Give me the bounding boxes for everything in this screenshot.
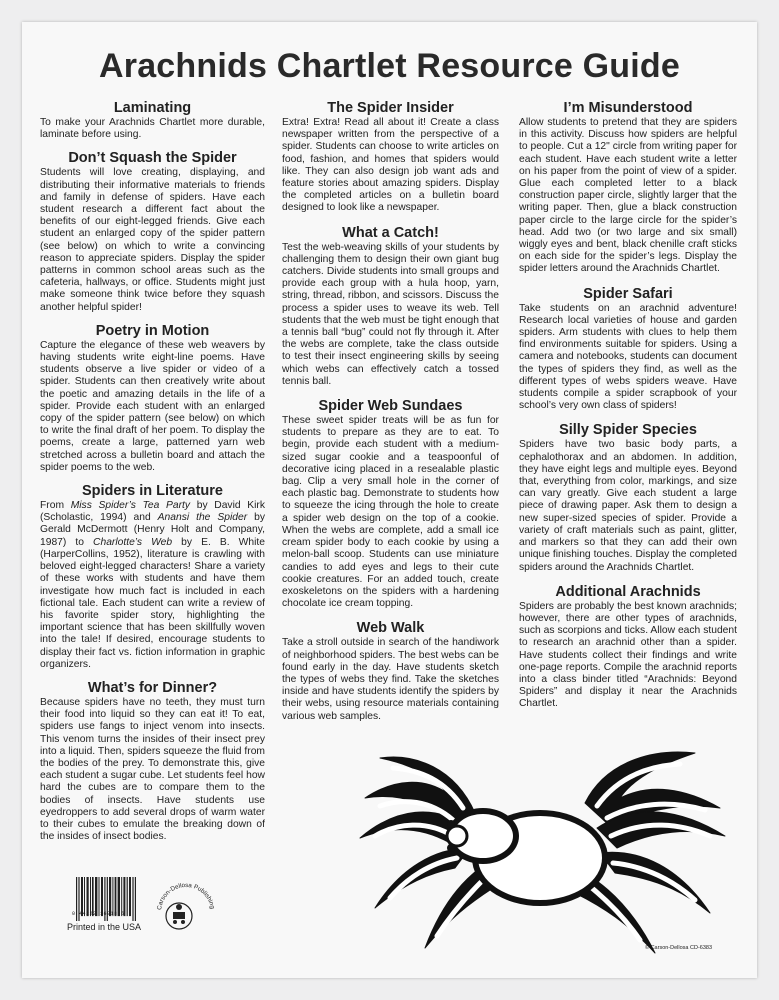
barcode-number: 0 44222 16018 6 <box>72 911 125 917</box>
section-body: To make your Arachnids Chartlet more durable, laminate before using. <box>40 117 265 141</box>
section-body: Spiders are probably the best known arachnids; however, there are other types of arachnids, such as scorpions and ticks. Allow each student to research an arachnid other than a spider. Have students collect their findings and write one-page reports. Compile the arachnid reports into a class binder titled “Arachnids: Beyond Spiders” and display it near the Arachnids Chartlet. <box>519 600 737 710</box>
section-dont-squash <box>40 150 265 313</box>
section-heading: What a Catch! <box>342 224 439 241</box>
section-body: Take students on an arachnid adventure! Research local varieties of house and garden spiders. Arm students with clues to help them find environments suitable for spiders. Using a camera and notebooks, students can document the types of spiders they find, as well as the different types of webs spiders weave. Have students compile a spider scrapbook of your school’s very own class of spiders! <box>519 302 737 412</box>
book-title: Anansi the Spider <box>157 512 248 524</box>
book-title: Miss Spider’s Tea Party <box>70 500 191 512</box>
section-heading: Laminating <box>113 100 192 116</box>
section-body: Spiders have two basic body parts, a cephalothorax and an abdomen. In addition, they have eight legs and multiple eyes. Beyond that, everything from color, markings, and size can vary greatly. Give each student a large piece of drawing paper. Ask them to design a new super-sized species of spider. Provide a variety of craft materials such as paint, glitter, and markers so that they can add their own unique finishing touches. Display the completed spiders around the Arachnids Chartlet. <box>519 439 737 573</box>
section-heading: Additional Arachnids <box>555 583 701 600</box>
section-poetry <box>40 323 265 474</box>
section-spider-insider <box>282 100 499 215</box>
section-body: Allow students to pretend that they are spiders in this activity. Discuss how spiders are helpful to people. Cut a 12" circle from writing paper for each student. Have each student write a letter on his paper from the point of view of a spider. Glue each completed letter to a black construction paper circle, slightly larger that the writing paper. Then, glue a black construction paper circle to the large circle for the spider’s head. Add two (or two large and six small) wiggly eyes and bent, black chenille craft sticks on each side for the spider’s legs. Display the spider letters around the Arachnids Chartlet. <box>519 117 737 275</box>
column-middle <box>282 100 499 723</box>
publisher-name: Carson-Dellosa Publishing <box>156 881 216 911</box>
section-body: Test the web-weaving skills of your students by challenging them to design their own giant bug catchers. Divide students into small groups and provide each group with a hula hoop, yarn, string, thread, ribbon, and scissors. Discuss the process a spider uses to weave its web. Tell students that the web must be tight enough that a tennis ball “bug” could not fly through it. After the webs are complete, take the class outside to test their insect engineering skills by seeing which webs can effectively catch a tossed tennis ball. <box>282 241 499 387</box>
page-title: Arachnids Chartlet Resource Guide <box>99 47 680 85</box>
section-body: From Miss Spider’s Tea Party by David Kirk (Scholastic, 1994) and Anansi the Spider by Gerald McDermott (Henry Holt and Company, 1987) to Charlotte’s Web by E. B. White (HarperCollins, 1952), literature is crawling with beloved eight-legged characters! Share a variety of these works with students and have them investigate how much fact is included in each fictional tale. Each student can write a review of his favorite spider story, highlighting the important science that has been skillfully woven into the tale! If desired, encourage students to display their fact vs. fiction information in graphic organizers. <box>40 500 265 670</box>
section-heading: Spiders in Literature <box>81 483 223 500</box>
section-sundaes <box>282 398 499 610</box>
printed-in-usa: Printed in the USA <box>67 922 142 932</box>
section-body: Because spiders have no teeth, they must turn their food into liquid so they can eat it! To eat, spiders use fangs to inject venom into insects. This venom turns the insides of their insect prey into a liquid. Then, spiders squeeze the fluid from the bodies of the prey. To demonstrate this, give each student a sugar cube. Let students feel how hard the cubes are to compare them to the bodies of insects. Have students use eyedroppers to add several drops of warm water to their cubes to emulate the breaking down of the insides of insect bodies. <box>40 696 265 843</box>
section-heading: Spider Web Sundaes <box>318 398 463 415</box>
section-heading: Poetry in Motion <box>95 322 210 339</box>
section-body: Students will love creating, displaying, and distributing their informative materials to friends and family in defense of spiders. Have each student research a different fact about the benefits of our eight-legged friends. Give each student an enlarged copy of the spider pattern (see below) on which to write a convincing reason to appreciate spiders. Display the spider patterns in common school areas such as the cafeteria, hallways, or office. Students might just make someone think twice before they squash another helpful spider! <box>40 167 265 313</box>
svg-text:Carson-Dellosa Publishing <box>156 882 216 911</box>
section-body: Extra! Extra! Read all about it! Create a class newspaper written from the perspective of a spider. Students can choose to write articles on food, fashion, and homes that spiders would like. They can also design job want ads and feature stories about amazing spiders. Display the completed articles on a bulletin board designed to look like a newspaper. <box>282 117 499 214</box>
section-misunderstood <box>519 100 737 276</box>
section-heading: The Spider Insider <box>327 100 454 116</box>
section-silly-species <box>519 422 737 573</box>
section-body: Capture the elegance of these web weavers by having students write eight-line poems. Have students observe a live spider or video of a spider. Students can then creatively write about the poetic and amazing details in the life of a spider. Provide each student with an enlarged copy of the spider pattern (see below) on which to write the final draft of her poem. To display the poems, create a large, patterned yarn web stretched across a bulletin board and attach the spider poems to the web. <box>40 339 265 473</box>
section-spider-safari <box>519 286 737 413</box>
section-heading: What’s for Dinner? <box>87 679 218 696</box>
section-body: Take a stroll outside in search of the handiwork of neighborhood spiders. The best webs can be found early in the day. Have students sketch the types of webs they find. Take the sketches inside and have students identify the spiders by their webs, using resource materials containing various web samples. <box>282 637 499 722</box>
section-heading: I’m Misunderstood <box>563 100 693 116</box>
column-left <box>40 100 265 843</box>
copyright-text: © Carson-Dellosa CD-6383 <box>645 945 713 951</box>
section-heading: Don’t Squash the Spider <box>68 150 237 167</box>
section-additional <box>519 584 737 711</box>
section-heading: Web Walk <box>356 620 425 637</box>
section-heading: Spider Safari <box>583 285 673 302</box>
section-what-a-catch <box>282 225 499 388</box>
section-literature <box>40 483 265 671</box>
section-heading: Silly Spider Species <box>559 422 697 439</box>
section-dinner <box>40 680 265 843</box>
publisher-logo-icon <box>153 876 219 932</box>
spider-pattern-icon <box>335 708 750 958</box>
book-title: Charlotte’s Web <box>93 536 173 548</box>
section-body: These sweet spider treats will be as fun for students to prepare as they are to eat. To begin, provide each student with a medium-sized sugar cookie and a teaspoonful of decorative icing placed in a resealable plastic bag. Clip a very small hole in the corner of each plastic bag. Demonstrate to students how to squeeze the icing through the hole to create a spider web design on the top of a cookie. When the webs are complete, add a small ice cream spider body to each cookie by using a melon-ball scoop. Students can use miniature candies to add eyes and legs to their cute cookie creatures. For an added touch, create exoskeletons on the spiders with a hardening chocolate ice cream topping. <box>282 415 499 610</box>
column-right <box>519 100 737 711</box>
section-laminating <box>40 100 265 141</box>
